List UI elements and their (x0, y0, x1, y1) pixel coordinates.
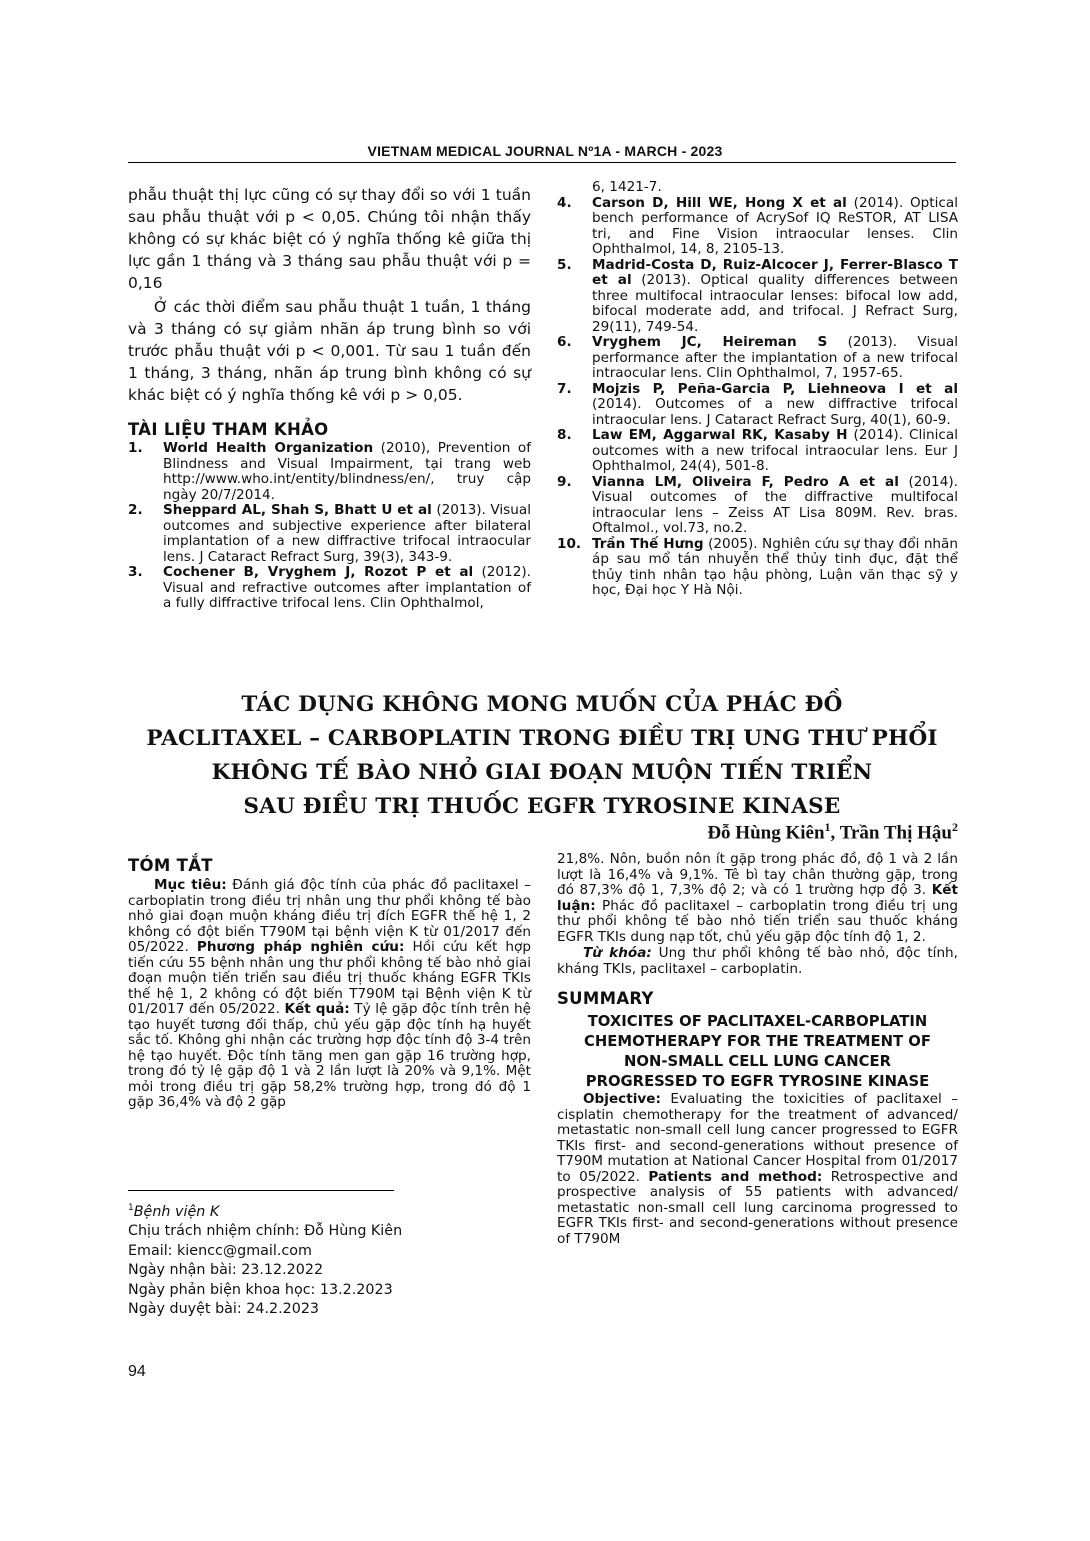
abstract-text-continued: 21,8%. Nôn, buồn nôn ít gặp trong phác đồ, độ 1 và 2 lần lượt là 16,4% và 9,1%. Tê bì tay chân thường gặp, trong đó 87,3% độ 1, 7,3% độ 2; và có 1 trường hợp độ 3. Kết luận: Phác đồ paclitaxel – carboplatin trong điều trị ung thư phổi không tế bào nhỏ tiến triển sau thuốc kháng EGFR TKIs dung nạp tốt, chủ yếu gặp độc tính độ 1, 2. (557, 851, 958, 945)
article-title (128, 688, 956, 824)
reference-item: 3. Cochener B, Vryghem J, Rozot P et al (2012). Visual and refractive outcomes after implantation of a fully diffractive trifocal lens. Clin Ophthalmol, (128, 564, 531, 611)
title-line: SAU ĐIỀU TRỊ THUỐC EGFR TYROSINE KINASE (243, 794, 841, 819)
affiliation: $^1$Bệnh viện K (128, 1203, 220, 1220)
article-authors: Đỗ Hùng Kiên$^1$, Trần Thị Hậu$^2$ (707, 820, 958, 844)
author-name: Đỗ Hùng Kiên (707, 822, 825, 844)
reference-item: 9. Vianna LM, Oliveira F, Pedro A et al (2014). Visual outcomes of the diffractive multifocal intraocular lens – Zeiss AT Lisa 809M. Rev. bras. Oftalmol., vol.73, no.2. (557, 473, 958, 536)
author-affiliation-mark: 1 (824, 820, 831, 834)
abstract-title: TÓM TẮT (128, 856, 213, 875)
reference-item: 7. Mojzis P, Peña-Garcia P, Liehneova I et al (2014). Outcomes of a new diffractive trifocal intraocular lens. J Cataract Refract Surg, 40(1), 60-9. (557, 380, 958, 428)
received-date: Ngày nhận bài: 23.12.2022 (128, 1262, 324, 1279)
references-list-right (557, 196, 958, 599)
author-name: Trần Thị Hậu (839, 822, 952, 844)
footnote-rule (128, 1190, 394, 1191)
summary-title: SUMMARY (557, 989, 654, 1008)
reference-item: 1. World Health Organization (2010), Prevention of Blindness and Visual Impairment, tại trang web http://www.who.int/entity/blindness/en/, truy cập ngày 20/7/2014. (128, 440, 531, 503)
footnote (128, 1199, 402, 1320)
prev-paragraph-2: Ở các thời điểm sau phẫu thuật 1 tuần, 1 tháng và 3 tháng có sự giảm nhãn áp trung bình so với trước phẫu thuật với p < 0,001. Từ sau 1 tuần đến 1 tháng, 3 tháng, nhãn áp trung bình không có sự khác biệt có ý nghĩa thống kê với p > 0,05. (128, 298, 531, 404)
summary-text: Objective: Evaluating the toxicities of paclitaxel – cisplatin chemotherapy for the treatment of advanced/ metastatic non-small cell lung cancer progressed to EGFR TKIs first- and second-generations without presence of T790M mutation at National Cancer Hospital from 01/2017 to 05/2022. Patients and method: Retrospective and prospective analysis of 55 patients with advanced/ metastatic non-small cell lung carcinoma progressed to EGFR TKIs first- and second-generations without presence of T790M (557, 1091, 958, 1247)
title-line: KHÔNG TẾ BÀO NHỎ GIAI ĐOẠN MUỘN TIẾN TRIỂN (211, 760, 873, 785)
title-line: TÁC DỤNG KHÔNG MONG MUỐN CỦA PHÁC ĐỒ (241, 692, 843, 717)
prev-article-left-column (128, 184, 531, 612)
reference-continuation: 6, 1421-7. (592, 179, 662, 195)
page-number: 94 (128, 1363, 146, 1380)
reference-item: 10. Trần Thế Hưng (2005). Nghiên cứu sự thay đổi nhãn áp sau mổ tán nhuyễn thể thủy tinh đục, đặt thể thủy tinh nhân tạo hậu phòng, Luận văn thạc sỹ y học, Đại học Y Hà Nội. (557, 535, 958, 598)
abstract-left-column (128, 856, 531, 1111)
reference-item: 4. Carson D, Hill WE, Hong X et al (2014). Optical bench performance of AcrySof IQ ReSTOR, AT LISA tri, and Fine Vision intraocular lenses. Clin Ophthalmol, 14, 8, 2105-13. (557, 194, 958, 257)
email: Email: kiencc@gmail.com (128, 1242, 312, 1259)
journal-header: VIETNAM MEDICAL JOURNAL Nº1A - MARCH - 2023 (367, 143, 723, 159)
reference-item: 5. Madrid-Costa D, Ruiz-Alcocer J, Ferrer-Blasco T et al (2013). Optical quality differences between three multifocal intraocular lenses: bifocal low add, bifocal moderate add, and trifocal. J Refract Surg, 29(11), 749-54. (557, 256, 958, 335)
author-affiliation-mark: 2 (952, 820, 958, 834)
summary-subtitle: TOXICITES OF PACLITAXEL-CARBOPLATIN CHEMOTHERAPY FOR THE TREATMENT OF NON-SMALL CELL LUNG CANCER PROGRESSED TO EGFR TYROSINE KINASE (584, 1013, 931, 1090)
reference-item: 6. Vryghem JC, Heireman S (2013). Visual performance after the implantation of a new trifocal intraocular lens. Clin Ophthalmol, 7, 1957-65. (557, 334, 958, 381)
title-line: PACLITAXEL – CARBOPLATIN TRONG ĐIỀU TRỊ UNG THƯ PHỔI (146, 726, 938, 751)
abstract-right-column (557, 852, 958, 1247)
prev-article-right-column (557, 180, 958, 599)
references-list-left (128, 441, 531, 612)
review-date: Ngày phản biện khoa học: 13.2.2023 (128, 1281, 393, 1298)
header-rule (128, 162, 956, 163)
accepted-date: Ngày duyệt bài: 24.2.2023 (128, 1301, 320, 1318)
references-title: TÀI LIỆU THAM KHẢO (128, 420, 329, 439)
reference-item: 2. Sheppard AL, Shah S, Bhatt U et al (2013). Visual outcomes and subjective experience after bilateral implantation of a new diffractive trifocal intraocular lens. J Cataract Refract Surg, 39(3), 343-9. (128, 502, 531, 565)
corresponding-author: Chịu trách nhiệm chính: Đỗ Hùng Kiên (128, 1223, 403, 1240)
keywords: Từ khóa: Ung thư phổi không tế bào nhỏ, độc tính, kháng TKIs, paclitaxel – carboplatin. (557, 945, 958, 977)
reference-item: 8. Law EM, Aggarwal RK, Kasaby H (2014). Clinical outcomes with a new trifocal intraocular lens. Eur J Ophthalmol, 24(4), 501-8. (557, 427, 959, 474)
prev-paragraph-1: phẫu thuật thị lực cũng có sự thay đổi so với 1 tuần sau phẫu thuật với p < 0,05. Chúng tôi nhận thấy không có sự khác biệt có ý nghĩa thống kê giữa thị lực gần 1 tháng và 3 tháng sau phẫu thuật với p = 0,16 (128, 186, 531, 292)
abstract-text: Mục tiêu: Đánh giá độc tính của phác đồ paclitaxel – carboplatin trong điều trị nhân ung thư phổi không tế bào nhỏ giai đoạn muộn kháng điều trị đích EGFR thế hệ 1, 2 không có đột biến T790M tại bệnh viện K từ 01/2017 đến 05/2022. Phương pháp nghiên cứu: Hồi cứu kết hợp tiến cứu 55 bệnh nhân ung thư phổi không tế bào nhỏ giai đoạn muộn tiến triển sau điều trị thuốc kháng EGFR TKIs thế hệ 1, 2 không có đột biến T790M tại Bệnh viện K từ 01/2017 đến 05/2022. Kết quả: Tỷ lệ gặp độc tính trên hệ tạo huyết tương đối thấp, chủ yếu gặp độc tính hạ huyết sắc tố. Không ghi nhận các trường hợp độc tính độ 3-4 trên hệ tạo huyết. Độc tính tăng men gan gặp 16 trường hợp, trong đó tỷ lệ gặp độ 1 và 2 lần lượt là 20% và 9,1%. Mệt mỏi trong điều trị gặp 58,2% trường hợp, trong đó độ 1 gặp 36,4% và độ 2 gặp (128, 877, 531, 1110)
